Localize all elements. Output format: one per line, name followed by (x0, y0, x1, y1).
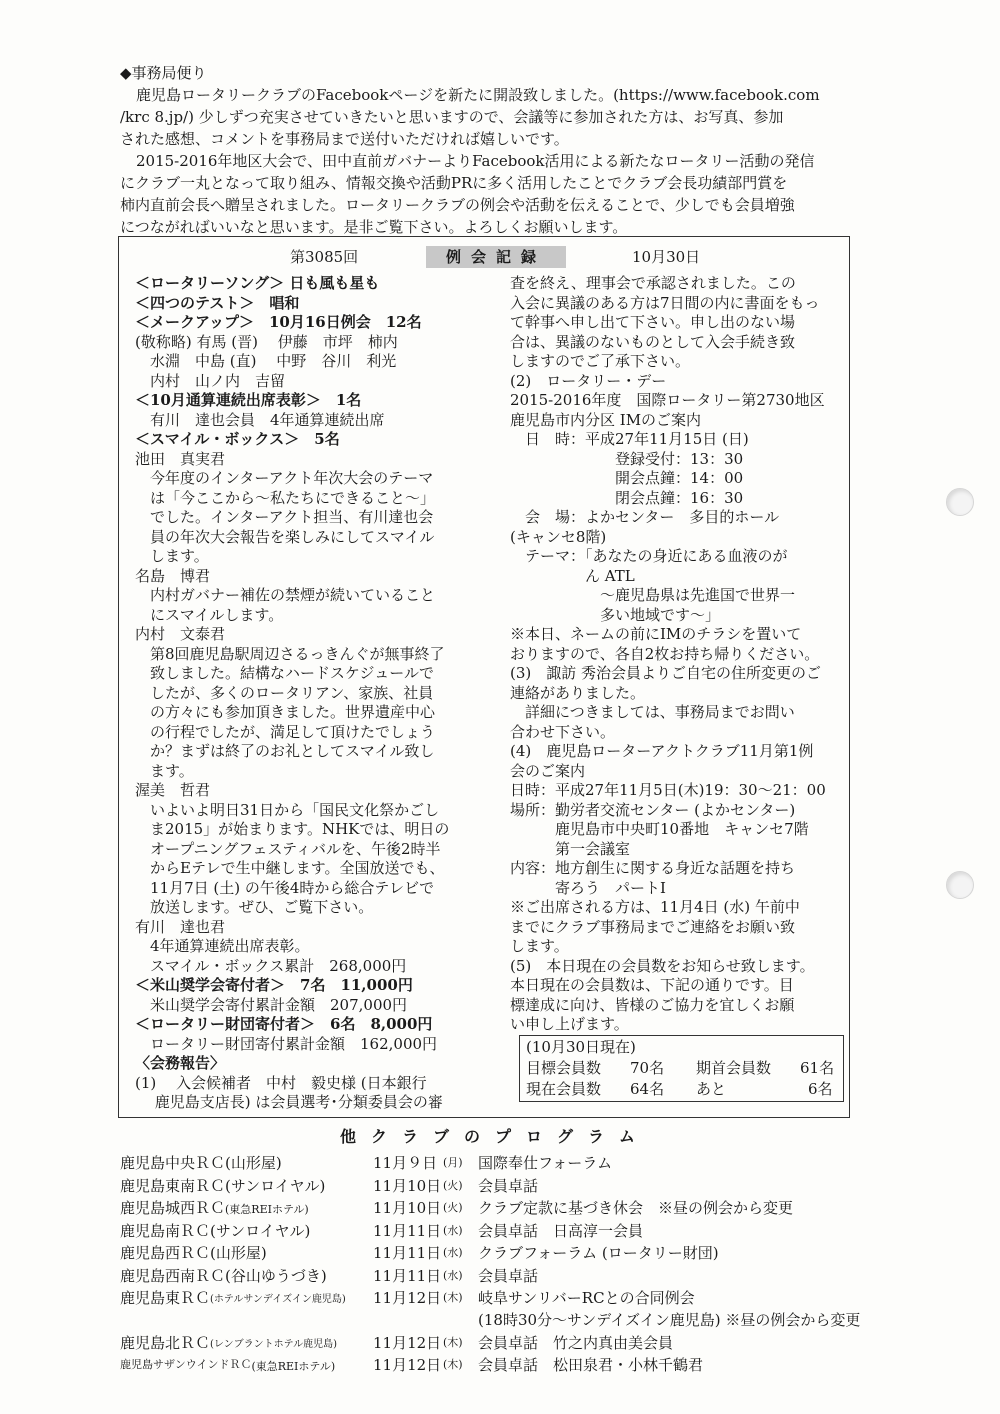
program-day-of-week: (水) (443, 1223, 463, 1237)
program-club-venue: (東急REIホテル) (225, 1203, 309, 1216)
program-date: 11月10日 (373, 1176, 442, 1195)
record-right-line: 内容：地方創生に関する身近な話題を持ち (510, 859, 796, 877)
remaining-members-value: 6名 (808, 1080, 833, 1098)
program-club-name: 鹿児島東南ＲＣ (120, 1176, 226, 1195)
record-right-line: 閉会点鐘：16：30 (510, 488, 744, 507)
record-right-line: 日時：平成27年11月5日(木)19：30～21：00 (510, 781, 826, 799)
record-left-line: 内村ガバナー補佐の禁煙が続いていること (135, 586, 436, 604)
program-day-of-week: (水) (443, 1246, 463, 1259)
program-club-name: 鹿児島東ＲＣ (120, 1289, 211, 1307)
record-right-line: 標達成に向け、皆様のご協力を宜しくお願 (510, 995, 795, 1014)
record-left-line: 水淵 中島 (直) 中野 谷川 利光 (135, 352, 397, 370)
member-count-date: (10月30日現在) (526, 1038, 636, 1056)
record-right-line: (キャンセ8階) (510, 527, 607, 546)
record-left-line: 今年度のインターアクト年次大会のテーマ (135, 469, 434, 487)
record-right-line: 連絡がありました。 (510, 683, 646, 702)
record-left-line: ま2015」が始まります。NHKでは、明日の (135, 820, 450, 838)
record-left-line: 名島 博君 (135, 566, 211, 585)
program-club-venue: (谷山ゆうづき) (225, 1266, 327, 1285)
record-right-line: 2015-2016年度 国際ロータリー第2730地区 (510, 391, 825, 409)
record-right-line: 鹿児島市内分区 IMのご案内 (510, 410, 702, 429)
program-club-venue: (サンロイヤル) (210, 1221, 311, 1240)
record-right-line: 寄ろう パートⅠ (510, 878, 666, 897)
record-left-line: でした。インターアクト担当、有川達也会 (135, 508, 434, 526)
record-left-line: ロータリー財団寄付累計金額 162,000円 (135, 1034, 438, 1053)
program-date: 11月12日 (373, 1356, 442, 1374)
program-club-name: 鹿児島中央ＲＣ (120, 1154, 226, 1172)
record-right-line: 鹿児島市中央町10番地 キャンセ7階 (510, 820, 809, 838)
program-club-venue: (レンブラントホテル鹿児島) (210, 1338, 338, 1350)
record-left-line: (1) 入会候補者 中村 毅史様 (日本銀行 (135, 1073, 427, 1092)
program-day-of-week: (木) (443, 1335, 463, 1349)
program-description: 会員卓話 竹之内真由美会員 (478, 1333, 674, 1352)
record-right-line: します。 (510, 937, 569, 955)
record-left-line: の行程でしたが、満足して頂けたでしょう (135, 722, 436, 741)
office-news-line: にクラブ一丸となって取り組み、情報交換や活動PRに多く活用したことでクラブ会長功績部門賞を (120, 174, 788, 192)
program-date: 11月11日 (373, 1221, 442, 1240)
program-day-of-week: (月) (443, 1156, 463, 1169)
meeting-record-label: 例会記録 (426, 246, 566, 268)
program-club-name: 鹿児島西ＲＣ (120, 1244, 211, 1262)
target-members-value: 70名 (630, 1059, 665, 1077)
office-news-line: 2015-2016年地区大会で、田中直前ガバナーよりFacebook活用による新たなロータリー活動の発信 (136, 152, 815, 170)
record-right-line: て幹事へ申し出て下さい。申し出のない場 (510, 313, 796, 331)
program-day-of-week: (水) (443, 1268, 463, 1282)
record-left-line: 員の年次大会報告を楽しみにしてスマイル (135, 527, 435, 546)
record-left-line: にスマイルします。 (135, 605, 284, 624)
record-right-line: しますのでご了承下さい。 (510, 352, 691, 370)
record-right-line: (5) 本日現在の会員数をお知らせ致します。 (510, 956, 815, 975)
record-left-line: 有川 達也君 (135, 917, 226, 936)
program-description: 会員卓話 日高淳一会員 (478, 1221, 644, 1240)
record-left-line: (敬称略) 有馬 (晋) 伊藤 市坪 柿内 (135, 332, 398, 351)
program-club-name: 鹿児島南ＲＣ (120, 1221, 211, 1240)
program-club-venue: (東急REIホテル) (251, 1360, 336, 1373)
office-news-line: につながればいいなと思います。是非ご覧下さい。よろしくお願いします。 (120, 218, 628, 236)
record-left-line: したが、多くのロータリアン、家族、社員 (135, 683, 434, 702)
record-left-line: 内村 文泰君 (135, 625, 226, 643)
record-right-line: 会のご案内 (510, 761, 586, 780)
record-left-line: ます。 (135, 761, 194, 780)
record-right-line: 開会点鐘：14：00 (510, 469, 744, 487)
program-day-of-week: (木) (443, 1358, 463, 1371)
record-right-line: 日 時：平成27年11月15日 (日) (510, 430, 749, 448)
program-date: 11月12日 (373, 1333, 442, 1352)
record-left-line: 池田 真実君 (135, 449, 226, 468)
office-news-line: /krc 8.jp/) 少しずつ充実させていきたいと思いますので、会議等に参加された方は、お写真、参加 (120, 108, 784, 126)
program-description: クラブフォーラム (ロータリー財団) (478, 1244, 719, 1262)
record-left-line: 渥美 哲君 (135, 781, 211, 799)
record-right-line: (2) ロータリー・デー (510, 371, 667, 390)
record-left-line: 放送します。ぜひ、ご覧下さい。 (135, 898, 374, 916)
record-right-line: い申し上げます。 (510, 1015, 629, 1033)
program-club-venue: (山形屋) (210, 1244, 267, 1262)
program-club-venue: (山形屋) (225, 1154, 282, 1172)
record-right-line: 登録受付：13：30 (510, 449, 744, 468)
program-description: 会員卓話 (478, 1266, 539, 1285)
record-left-line: の方々にも参加頂きました。世界遺産中心 (135, 703, 436, 721)
start-members-value: 61名 (800, 1059, 835, 1077)
record-left-line: からEテレで生中継します。全国放送でも、 (135, 859, 445, 877)
record-right-line: (3) 諏訪 秀治会員よりご自宅の住所変更のご (510, 664, 822, 682)
other-club-programs-title: 他クラブのプログラム (340, 1127, 650, 1146)
program-day-of-week: (木) (443, 1291, 463, 1304)
record-right-line: 合わせ下さい。 (510, 722, 616, 741)
program-date: 11月11日 (373, 1244, 442, 1262)
member-count-table (519, 1035, 844, 1102)
record-right-line: 合は、異議のないものとして入会手続き致 (510, 332, 796, 351)
record-right-line: ん ATL (510, 566, 635, 585)
record-right-line: おりますので、各自2枚お持ち帰りください。 (510, 644, 820, 663)
record-section-heading: ＜ロータリーソング＞ 日も風も星も (135, 274, 380, 292)
record-right-line: 多い地域です～」 (510, 605, 721, 624)
meeting-number: 第3085回 (290, 248, 359, 266)
program-date: 11月９日 (373, 1154, 438, 1172)
binder-hole (946, 871, 974, 899)
record-left-line: 米山奨学会寄付累計金額 207,000円 (135, 995, 408, 1014)
record-left-line: 第8回鹿児島駅周辺さるっきんぐが無事終了 (135, 644, 445, 663)
meeting-date: 10月30日 (632, 248, 701, 266)
record-section-heading: ＜10月通算連続出席表彰＞ 1名 (135, 391, 362, 409)
record-left-line: スマイル・ボックス累計 268,000円 (135, 956, 407, 975)
binder-hole (946, 488, 974, 516)
record-section-heading: ＜ロータリー財団寄付者＞ 6名 8,000円 (135, 1015, 433, 1033)
program-club-name: 鹿児島西南ＲＣ (120, 1266, 226, 1285)
record-right-line: ※本日、ネームの前にIMのチラシを置いて (510, 625, 802, 643)
record-right-line: ※ご出席される方は、11月4日 (水) 午前中 (510, 898, 800, 916)
record-section-heading: ＜メークアップ＞ 10月16日例会 12名 (135, 313, 422, 331)
record-left-line: いよいよ明日31日から「国民文化祭かごし (135, 800, 440, 819)
record-right-line: 本日現在の会員数は、下記の通りです。目 (510, 976, 794, 994)
program-description: 会員卓話 (478, 1176, 539, 1195)
record-right-line: (4) 鹿児島ローターアクトクラブ11月第1例 (510, 742, 814, 760)
record-right-line: テーマ：「あなたの身近にある血液のが (510, 547, 788, 565)
record-left-line: か？まずは終了のお礼としてスマイル致し (135, 742, 435, 760)
record-right-line: 会 場：よかセンター 多目的ホール (510, 508, 780, 526)
program-club-name: 鹿児島サザンウインドＲＣ (120, 1358, 252, 1371)
record-section-heading: ＜スマイル・ボックス＞ 5名 (135, 430, 340, 448)
program-club-name: 鹿児島北ＲＣ (120, 1333, 211, 1352)
program-club-venue: (ホテルサンデイズイン鹿児島) (210, 1294, 346, 1305)
record-section-heading: ＜米山奨学会寄付者＞ 7名 11,000円 (135, 976, 413, 994)
office-news-line: された感想、コメントを事務局まで送付いただければ嬉しいです。 (120, 130, 569, 148)
record-right-line: 入会に異議のある方は7日間の内に書面をもっ (510, 293, 820, 312)
program-date: 11月12日 (373, 1289, 442, 1307)
record-left-line: 致しました。結構なハードスケジュールで (135, 664, 434, 682)
start-members-label: 期首会員数 (696, 1059, 772, 1077)
program-description: クラブ定款に基づき休会 ※昼の例会から変更 (478, 1199, 794, 1217)
program-description: 岐阜サンリバーRCとの合同例会 (478, 1289, 695, 1307)
record-right-line: 第一会議室 (510, 839, 631, 858)
office-news-line: 鹿児島ロータリークラブのFacebookページを新たに開設致しました。(https://www.facebook.com (136, 86, 820, 104)
program-description: 国際奉仕フォーラム (478, 1154, 613, 1172)
record-right-line: 査を終え、理事会で承認されました。この (510, 274, 796, 292)
record-section-heading: ＜四つのテスト＞ 唱和 (135, 293, 300, 312)
program-day-of-week: (火) (443, 1201, 463, 1214)
record-left-line: 鹿児島支店長) は会員選考･分類委員会の審 (135, 1093, 443, 1111)
current-members-value: 64名 (630, 1080, 665, 1098)
record-left-line: 内村 山ノ内 吉留 (135, 371, 286, 390)
record-left-line: 11月7日 (土) の午後4時から総合テレビで (135, 878, 435, 897)
program-club-name: 鹿児島城西ＲＣ (120, 1199, 226, 1217)
remaining-members-label: あと (696, 1080, 727, 1098)
program-date: 11月10日 (373, 1199, 442, 1217)
record-left-line: は「今ここから～私たちにできること～」 (135, 488, 436, 507)
record-left-line: 4年通算連続出席表彰。 (135, 937, 310, 955)
record-left-line: します。 (135, 547, 209, 565)
program-note: (18時30分～サンデイズイン鹿児島) ※昼の例会から変更 (478, 1311, 861, 1329)
current-members-label: 現在会員数 (526, 1080, 602, 1098)
record-right-line: までにクラブ事務局までご連絡をお願い致 (510, 917, 796, 936)
program-date: 11月11日 (373, 1266, 442, 1285)
record-section-heading: 〈会務報告〉 (135, 1054, 226, 1072)
target-members-label: 目標会員数 (526, 1059, 602, 1077)
office-news-heading: ◆事務局便り (120, 64, 207, 82)
program-day-of-week: (火) (443, 1178, 463, 1192)
record-left-line: 有川 達也会員 4年通算連続出席 (135, 410, 385, 429)
record-left-line: オープニングフェスティバルを、午後2時半 (135, 839, 441, 858)
office-news-line: 柿内直前会長へ贈呈されました。ロータリークラブの例会や活動を伝えることで、少しでも会員増強 (120, 196, 795, 214)
program-club-venue: (サンロイヤル) (225, 1176, 326, 1195)
program-description: 会員卓話 松田泉君・小林千鶴君 (478, 1356, 704, 1374)
record-right-line: ～鹿児島県は先進国で世界一 (510, 586, 796, 604)
record-right-line: 詳細につきましては、事務局までお問い (510, 703, 795, 721)
record-right-line: 場所：勤労者交流センター (よかセンター) (510, 800, 796, 819)
